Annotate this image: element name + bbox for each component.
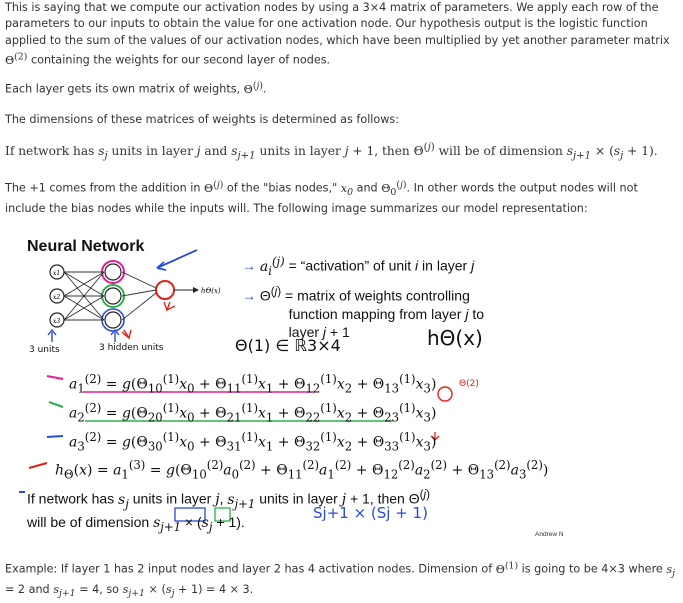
svg-text:x3: x3 bbox=[53, 318, 61, 325]
weights-paragraph: Each layer gets its own matrix of weights, $\Theta^{(j)}$. bbox=[5, 80, 267, 96]
eq3-pointer bbox=[47, 436, 63, 437]
svg-text:Sj+1 × (Sj + 1): Sj+1 × (Sj + 1) bbox=[313, 504, 428, 522]
annotation-arrow bbox=[157, 250, 197, 268]
dimension-statement: If network has $s_j$ units in layer j, $s_{j+1}$ units in layer j + 1, then $\Theta^{(j)}$ will be of dimension $s_{j+1} \times (s_j + 1)$. bbox=[27, 488, 430, 535]
hypothesis-equation: $h_\Theta(x) = a_1^{(3)} = g(\Theta_{10}^{(2)}a_0^{(2)} + \Theta_{11}^{(2)}a_1^{(2)} + \Theta_{12}^{(2)}a_2^{(2)} + \Theta_{13}^{(2)}a_3^{(2)})$ bbox=[55, 458, 549, 482]
handwritten-hidden-note: 3 hidden units bbox=[99, 343, 164, 353]
output-arrow-head bbox=[193, 287, 199, 293]
handwritten-hypothesis-note: hΘ(x) bbox=[427, 326, 483, 350]
example-paragraph: Example: If layer 1 has 2 input nodes and layer 2 has 4 activation nodes. Dimension of $\Theta^{(1)}$ is going to be 4×3 where $s_j = 2$ and $s_{j+1} = 4$, so $s_{j+1} \times (s_j + 1) = 4 \times 3$. bbox=[5, 560, 676, 600]
activation-equation-3: $a_3^{(2)} = g(\Theta_{30}^{(1)}x_0 + \Theta_{31}^{(1)}x_1 + \Theta_{32}^{(1)}x_2 + \Theta_{33}^{(1)}x_3)$ bbox=[69, 430, 437, 454]
neural-network-slide bbox=[7, 226, 575, 544]
hidden-output-connections bbox=[122, 272, 156, 320]
svg-text:x1: x1 bbox=[53, 270, 61, 277]
eq4-pointer bbox=[29, 463, 47, 468]
hidden-node-3 bbox=[105, 312, 121, 328]
handwritten-theta-note: Θ(1) ∈ ℝ3×4 bbox=[235, 336, 341, 355]
hidden-node-1 bbox=[105, 264, 121, 280]
activation-definition: → $a_i^{(j)}$ = “activation” of unit i in layer j bbox=[242, 254, 475, 278]
hidden-node-2 bbox=[105, 288, 121, 304]
svg-text:hΘ(x): hΘ(x) bbox=[201, 287, 221, 295]
bias-paragraph: The +1 comes from the addition in $\Theta^{(j)}$ of the "bias nodes," $x_0$ and $\Theta_0^{(j)}$. In other words the output nodes will not include the bias nodes while the inputs will. The following image summarizes our model representation: bbox=[5, 179, 638, 216]
handwritten-input-note: 3 units bbox=[29, 345, 60, 355]
eq2-pointer bbox=[49, 402, 63, 407]
activation-equation-2: $a_2^{(2)} = g(\Theta_{20}^{(1)}x_0 + \Theta_{21}^{(1)}x_1 + \Theta_{22}^{(1)}x_2 + \Theta_{23}^{(1)}x_3)$ bbox=[69, 401, 437, 425]
slide-credit: Andrew N bbox=[535, 531, 564, 538]
activation-equation-1: $a_1^{(2)} = g(\Theta_{10}^{(1)}x_0 + \Theta_{11}^{(1)}x_1 + \Theta_{12}^{(1)}x_2 + \Theta_{13}^{(1)}x_3)$ bbox=[69, 372, 437, 396]
dimensions-intro: The dimensions of these matrices of weights is determined as follows: bbox=[5, 113, 399, 126]
dimension-rule: If network has $s_j$ units in layer j and $s_{j+1}$ units in layer j + 1, then $\Theta^{(j)}$ will be of dimension $s_{j+1} \times (s_j + 1)$. bbox=[5, 142, 658, 162]
output-circle-annotation bbox=[438, 387, 452, 401]
input-hidden-connections bbox=[64, 272, 104, 320]
eq1-pointer bbox=[47, 376, 63, 379]
weight-matrix-definition: → $\Theta^{(j)}$ = matrix of weights controlling function mapping from layer j to layer j + 1 bbox=[242, 285, 485, 340]
output-node bbox=[156, 281, 174, 299]
svg-text:Θ(2): Θ(2) bbox=[459, 379, 479, 389]
intro-paragraph: This is saying that we compute our activation nodes by using a 3×4 matrix of parameters. We apply each row of the parameters to our inputs to obtain the value for one activation node. Our hypothesis output is the logistic function applied to the sum of the values of our activation nodes, which have been multiplied by yet another parameter matrix $\Theta^{(2)}$ containing the weights for our second layer of nodes. bbox=[5, 1, 670, 67]
slide-title: Neural Network bbox=[27, 238, 145, 255]
svg-text:x2: x2 bbox=[53, 294, 61, 301]
